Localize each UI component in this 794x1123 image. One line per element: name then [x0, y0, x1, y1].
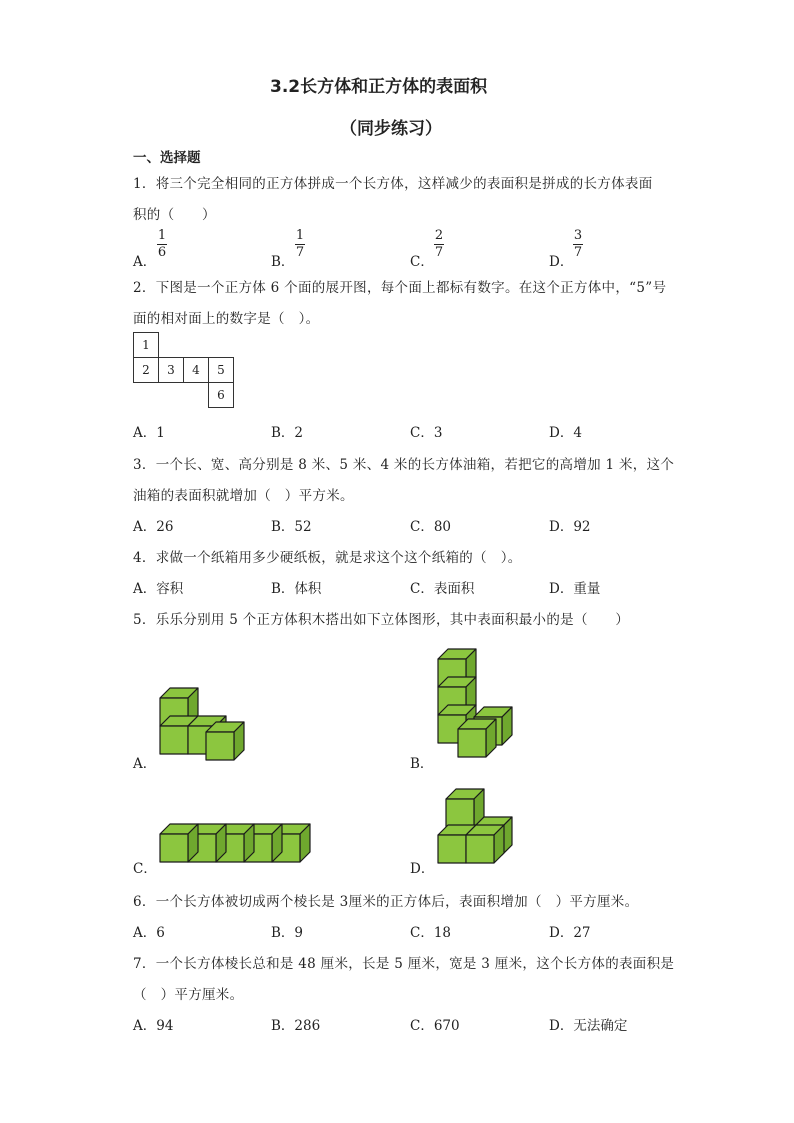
q7-option-d[interactable]: D．无法确定: [549, 1018, 628, 1034]
q6-option-a[interactable]: A．6: [133, 925, 165, 941]
q5-option-d[interactable]: D．: [410, 861, 435, 877]
cube-figure-c: [150, 822, 320, 872]
q7-option-c[interactable]: C．670: [410, 1018, 460, 1034]
q4-option-d[interactable]: D．重量: [549, 581, 601, 597]
q6-text-line1: 6．一个长方体被切成两个棱长是 3厘米的正方体后，表面积增加（ ）平方厘米。: [133, 894, 639, 910]
q2-option-d[interactable]: D．4: [549, 425, 582, 441]
q2-option-b[interactable]: B．2: [271, 425, 304, 441]
cube-net-diagram: [133, 332, 234, 408]
q2-text-line1: 2．下图是一个正方体 6 个面的展开图，每个面上都标有数字。在这个正方体中，“5”号: [133, 280, 667, 296]
q1-text-line2: 积的（ ）: [133, 207, 216, 223]
q6-option-b[interactable]: B．9: [271, 925, 304, 941]
q5-option-c[interactable]: C．: [133, 861, 157, 877]
cube: [160, 824, 198, 862]
q2-option-c[interactable]: C．3: [410, 425, 443, 441]
q3-option-a[interactable]: A．26: [133, 519, 174, 535]
fraction-numerator: 3: [573, 228, 583, 243]
q2-text-line2: 面的相对面上的数字是（ ）。: [133, 311, 320, 327]
cube-figure-b: [430, 645, 520, 770]
cube: [458, 719, 496, 757]
cube-figure-a: [150, 680, 260, 770]
fraction: [573, 229, 583, 260]
fraction-numerator: 1: [295, 228, 305, 243]
cube: [206, 722, 244, 760]
q6-option-c[interactable]: C．18: [410, 925, 452, 941]
page-title: 3.2长方体和正方体的表面积: [270, 77, 488, 97]
q7-text-line2: （ ）平方厘米。: [133, 987, 244, 1003]
fraction-denominator: 7: [434, 245, 444, 260]
q2-option-a[interactable]: A．1: [133, 425, 165, 441]
cube: [466, 825, 504, 863]
cube-figure-d: [430, 785, 520, 870]
q7-option-b[interactable]: B．286: [271, 1018, 321, 1034]
q3-option-c[interactable]: C．80: [410, 519, 452, 535]
net-cell: 5: [209, 358, 234, 383]
net-cell: 1: [134, 333, 159, 358]
q7-option-a[interactable]: A．94: [133, 1018, 174, 1034]
q5-option-a[interactable]: A．: [133, 756, 157, 772]
net-cell: 4: [184, 358, 209, 383]
fraction: [157, 229, 167, 260]
q3-text-line2: 油箱的表面积就增加（ ）平方米。: [133, 488, 354, 504]
fraction-denominator: 7: [573, 245, 583, 260]
cube: [446, 789, 484, 827]
q3-option-d[interactable]: D．92: [549, 519, 591, 535]
net-cell: 6: [209, 383, 234, 408]
q5-option-b[interactable]: B．: [410, 756, 434, 772]
net-cell: 2: [134, 358, 159, 383]
q3-option-b[interactable]: B．52: [271, 519, 312, 535]
q3-text-line1: 3．一个长、宽、高分别是 8 米、5 米、4 米的长方体油箱，若把它的高增加 1 米，这个: [133, 457, 675, 473]
fraction: [434, 229, 444, 260]
fraction-numerator: 1: [157, 228, 167, 243]
section-heading: 一、选择题: [133, 150, 201, 166]
q4-option-c[interactable]: C．表面积: [410, 581, 475, 597]
option-letter: C．: [410, 254, 434, 270]
q6-option-d[interactable]: D．27: [549, 925, 591, 941]
q4-option-a[interactable]: A．容积: [133, 581, 184, 597]
q4-text-line1: 4．求做一个纸箱用多少硬纸板，就是求这个这个纸箱的（ ）。: [133, 550, 522, 566]
fraction-denominator: 6: [157, 245, 167, 260]
option-letter: B．: [271, 254, 295, 270]
q5-text-line1: 5．乐乐分别用 5 个正方体积木搭出如下立体图形，其中表面积最小的是（ ）: [133, 612, 630, 628]
net-cell: 3: [159, 358, 184, 383]
option-letter: D．: [549, 254, 574, 270]
fraction-denominator: 7: [295, 245, 305, 260]
page-subtitle: （同步练习）: [340, 119, 442, 139]
q1-text-line1: 1．将三个完全相同的正方体拼成一个长方体，这样减少的表面积是拼成的长方体表面: [133, 176, 653, 192]
option-letter: A．: [133, 254, 157, 270]
fraction: [295, 229, 305, 260]
q4-option-b[interactable]: B．体积: [271, 581, 322, 597]
fraction-numerator: 2: [434, 228, 444, 243]
q7-text-line1: 7．一个长方体棱长总和是 48 厘米，长是 5 厘米，宽是 3 厘米，这个长方体的表面积是: [133, 956, 675, 972]
